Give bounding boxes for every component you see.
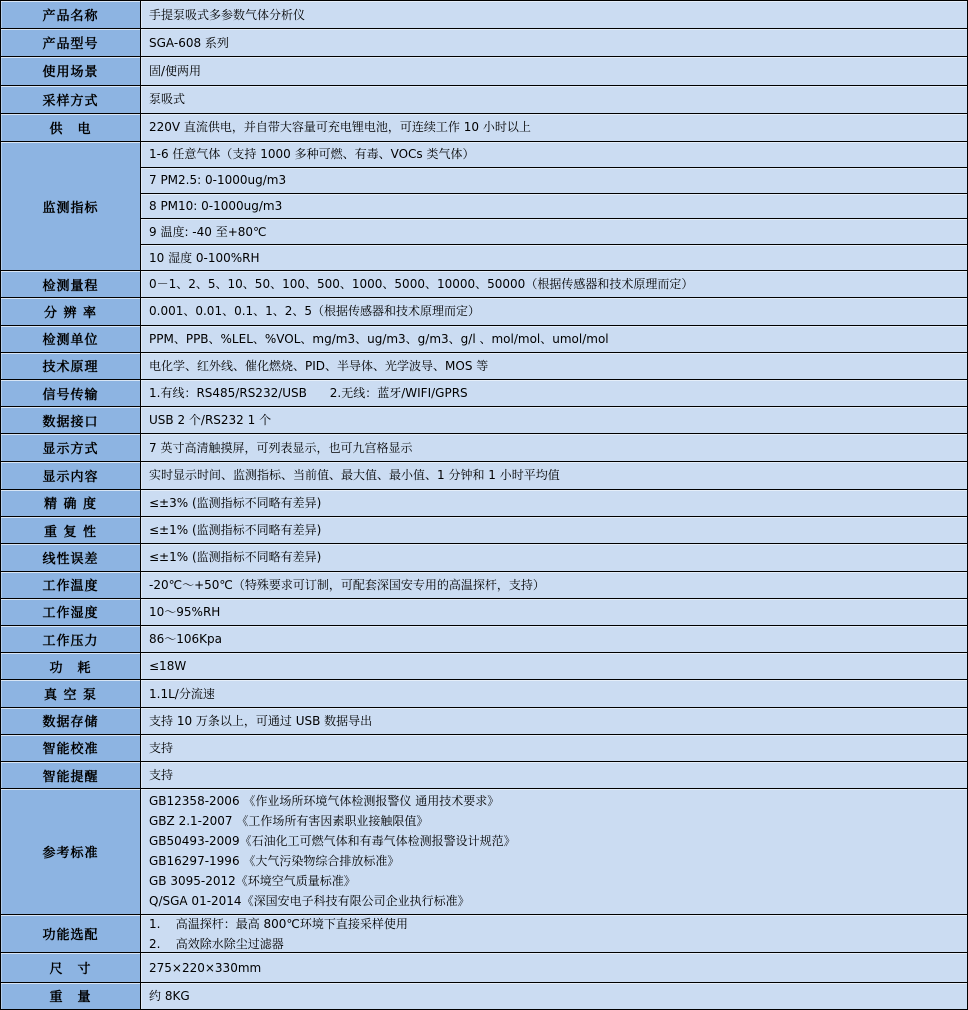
spec-value-text: 275×220×330mm [149,960,262,975]
spec-row-product-model [1,28,967,56]
spec-value-text: ≤±3% (监测指标不同略有差异) [149,495,322,510]
spec-label-signal-transmission: 信号传输 [1,380,141,406]
spec-row-accuracy [1,489,967,516]
spec-value-power-supply [141,114,967,141]
spec-row-signal-transmission [1,379,967,406]
spec-value-usage-scene [141,57,967,84]
spec-value-area-working-humidity [141,599,967,625]
spec-value-text: 固/便两用 [149,63,202,78]
spec-value-smart-reminder [141,762,967,788]
spec-value-text: USB 2 个/RS232 1 个 [149,413,272,428]
spec-label-detection-range: 检测量程 [1,271,141,297]
spec-value-working-temperature [141,572,967,598]
spec-value-display-content [141,462,967,489]
spec-value-text: GB16297-1996 《大气污染物综合排放标准》 [149,854,400,869]
spec-label-linearity-error: 线性误差 [1,544,141,570]
spec-label-working-pressure: 工作压力 [1,626,141,652]
spec-row-technical-principle [1,352,967,379]
spec-row-weight [1,982,967,1009]
spec-value-text: 7 PM2.5: 0-1000ug/m3 [149,173,287,188]
spec-value-area-dimensions [141,953,967,981]
spec-value-text: 1.有线：RS485/RS232/USB 2.无线：蓝牙/WIFI/GPRS [149,386,468,401]
spec-value-area-power-consumption [141,653,967,679]
spec-value-area-smart-reminder [141,762,967,788]
spec-label-optional-functions: 功能选配 [1,915,141,953]
spec-value-detection-unit [141,326,967,352]
spec-row-working-humidity [1,598,967,625]
spec-label-repeatability: 重 复 性 [1,517,141,543]
spec-value-text: Q/SGA 01-2014《深国安电子科技有限公司企业执行标准》 [149,894,470,909]
spec-row-sampling-method [1,85,967,113]
spec-value-area-power-supply [141,114,967,141]
spec-value-area-resolution [141,298,967,324]
spec-value-area-optional-functions [141,915,967,953]
spec-value-text: GBZ 2.1-2007 《工作场所有害因素职业接触限值》 [149,814,429,829]
spec-label-technical-principle: 技术原理 [1,353,141,379]
spec-value-area-detection-range [141,271,967,297]
spec-subrow-monitoring-indicators-4 [141,218,967,244]
spec-subrow-monitoring-indicators-3 [141,193,967,219]
spec-row-working-pressure [1,625,967,652]
spec-value-working-pressure [141,626,967,652]
spec-value-area-product-name [141,1,967,28]
spec-subrow-monitoring-indicators-5 [141,244,967,270]
spec-value-text: SGA-608 系列 [149,35,229,50]
spec-row-power-consumption [1,652,967,679]
spec-row-dimensions [1,952,967,981]
spec-value-accuracy [141,490,967,516]
spec-value-text: 2. 高效除水除尘过滤器 [149,936,284,951]
spec-label-usage-scene: 使用场景 [1,57,141,84]
spec-value-resolution [141,298,967,324]
spec-label-dimensions: 尺 寸 [1,953,141,981]
spec-value-product-model [141,29,967,56]
spec-label-working-humidity: 工作湿度 [1,599,141,625]
spec-value-area-vacuum-pump [141,680,967,706]
spec-value-area-sampling-method [141,86,967,113]
spec-label-power-consumption: 功 耗 [1,653,141,679]
spec-value-text: 0.001、0.01、0.1、1、2、5（根据传感器和技术原理而定） [149,304,481,319]
spec-row-detection-unit [1,325,967,352]
spec-label-data-storage: 数据存储 [1,708,141,734]
spec-value-signal-transmission [141,380,967,406]
spec-row-working-temperature [1,571,967,598]
spec-label-weight: 重 量 [1,983,141,1009]
spec-value-text: 1. 高温探杆：最高 800℃环境下直接采样使用 [149,916,408,931]
spec-label-vacuum-pump: 真 空 泵 [1,680,141,706]
spec-value-area-weight [141,983,967,1009]
spec-row-usage-scene [1,56,967,84]
spec-value-text: 泵吸式 [149,92,186,107]
spec-label-product-name: 产品名称 [1,1,141,28]
spec-row-reference-standards [1,788,967,913]
spec-label-data-interface: 数据接口 [1,407,141,433]
spec-value-area-working-pressure [141,626,967,652]
spec-label-resolution: 分 辨 率 [1,298,141,324]
spec-value-area-monitoring-indicators [141,142,967,270]
spec-value-text: 1-6 任意气体（支持 1000 多种可燃、有毒、VOCs 类气体） [149,147,475,162]
spec-value-repeatability [141,517,967,543]
spec-value-data-storage [141,708,967,734]
spec-value-area-usage-scene [141,57,967,84]
spec-value-text: ≤±1% (监测指标不同略有差异) [149,523,322,538]
spec-value-text: GB12358-2006 《作业场所环境气体检测报警仪 通用技术要求》 [149,794,500,809]
spec-value-text: 实时显示时间、监测指标、当前值、最大值、最小值、1 分钟和 1 小时平均值 [149,468,560,483]
spec-value-detection-range [141,271,967,297]
spec-label-display-mode: 显示方式 [1,434,141,460]
spec-value-area-working-temperature [141,572,967,598]
spec-value-dimensions [141,953,967,981]
spec-value-area-repeatability [141,517,967,543]
spec-value-area-reference-standards [141,789,967,913]
spec-value-text: ≤18W [149,659,187,674]
spec-label-smart-calibration: 智能校准 [1,735,141,761]
spec-value-area-display-mode [141,434,967,460]
spec-value-vacuum-pump [141,680,967,706]
spec-value-text: 7 英寸高清触摸屏，可列表显示，也可九宫格显示 [149,440,413,455]
spec-value-linearity-error [141,544,967,570]
spec-value-area-signal-transmission [141,380,967,406]
spec-value-power-consumption [141,653,967,679]
spec-value-text: 支持 [149,768,174,783]
spec-row-smart-calibration [1,734,967,761]
spec-value-text: -20℃～+50℃（特殊要求可订制，可配套深国安专用的高温探杆，支持） [149,577,545,592]
spec-row-power-supply [1,113,967,141]
spec-value-text: 手提泵吸式多参数气体分析仪 [149,7,306,22]
spec-value-data-interface [141,407,967,433]
spec-value-area-data-interface [141,407,967,433]
spec-value-display-mode [141,434,967,460]
spec-row-linearity-error [1,543,967,570]
spec-row-product-name [1,1,967,28]
spec-row-smart-reminder [1,761,967,788]
spec-row-display-content [1,461,967,489]
spec-row-vacuum-pump [1,679,967,706]
spec-value-area-linearity-error [141,544,967,570]
spec-value-text: GB50493-2009《石油化工可燃气体和有毒气体检测报警设计规范》 [149,834,516,849]
spec-row-detection-range [1,270,967,297]
spec-value-product-name [141,1,967,28]
spec-row-display-mode [1,433,967,460]
spec-value-area-smart-calibration [141,735,967,761]
spec-value-working-humidity [141,599,967,625]
spec-label-product-model: 产品型号 [1,29,141,56]
spec-value-smart-calibration [141,735,967,761]
spec-value-area-accuracy [141,490,967,516]
spec-value-text: 支持 10 万条以上，可通过 USB 数据导出 [149,713,373,728]
spec-row-data-storage [1,707,967,734]
spec-value-area-data-storage [141,708,967,734]
spec-value-technical-principle [141,353,967,379]
spec-value-optional-functions [141,915,967,953]
spec-value-text: 10～95%RH [149,604,221,619]
spec-label-display-content: 显示内容 [1,462,141,489]
spec-row-data-interface [1,406,967,433]
spec-row-resolution [1,297,967,324]
spec-value-text: 86～106Kpa [149,632,223,647]
spec-label-working-temperature: 工作温度 [1,572,141,598]
spec-subrow-monitoring-indicators-1 [141,142,967,167]
spec-value-text: GB 3095-2012《环境空气质量标准》 [149,874,356,889]
spec-row-repeatability [1,516,967,543]
spec-value-text: 电化学、红外线、催化燃烧、PID、半导体、光学波导、MOS 等 [149,358,489,373]
spec-value-text: 220V 直流供电，并自带大容量可充电锂电池，可连续工作 10 小时以上 [149,120,531,135]
spec-value-text: 9 温度: -40 至+80℃ [149,224,267,239]
spec-row-optional-functions [1,914,967,953]
spec-value-text: 支持 [149,740,174,755]
spec-value-area-detection-unit [141,326,967,352]
spec-value-reference-standards [141,789,967,913]
spec-label-accuracy: 精 确 度 [1,490,141,516]
spec-value-text: ≤±1% (监测指标不同略有差异) [149,550,322,565]
spec-label-smart-reminder: 智能提醒 [1,762,141,788]
spec-value-area-technical-principle [141,353,967,379]
spec-subrow-monitoring-indicators-2 [141,167,967,193]
spec-value-sampling-method [141,86,967,113]
spec-label-reference-standards: 参考标准 [1,789,141,913]
spec-label-detection-unit: 检测单位 [1,326,141,352]
spec-label-sampling-method: 采样方式 [1,86,141,113]
spec-value-text: PPM、PPB、%LEL、%VOL、mg/m3、ug/m3、g/m3、g/l 、mol/mol、umol/mol [149,331,609,346]
spec-value-text: 8 PM10: 0-1000ug/m3 [149,199,283,214]
spec-value-text: 0－1、2、5、10、50、100、500、1000、5000、10000、50000（根据传感器和技术原理而定） [149,277,694,292]
spec-value-text: 1.1L/分流速 [149,686,215,701]
spec-row-monitoring-indicators [1,141,967,270]
spec-value-weight [141,983,967,1009]
spec-value-area-display-content [141,462,967,489]
spec-value-area-product-model [141,29,967,56]
spec-value-text: 约 8KG [149,988,190,1003]
spec-label-power-supply: 供 电 [1,114,141,141]
spec-label-monitoring-indicators: 监测指标 [1,142,141,270]
spec-value-text: 10 湿度 0-100%RH [149,250,260,265]
